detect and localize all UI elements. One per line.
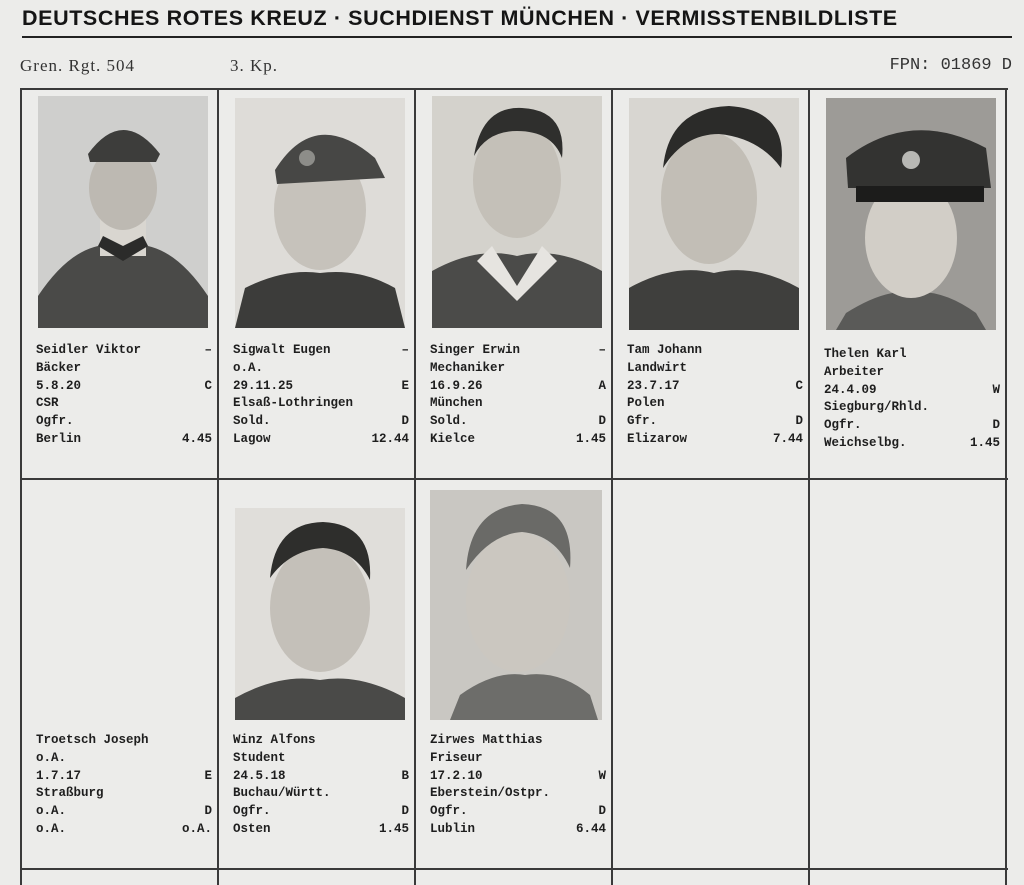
person-occupation: Bäcker <box>36 360 82 375</box>
person-photo <box>432 96 602 328</box>
last-seen-date: 1.45 <box>969 435 1000 450</box>
last-seen-date: 7.44 <box>772 431 803 446</box>
origin: München <box>430 396 483 411</box>
birth-code: W <box>992 382 1000 397</box>
regiment-label: Gren. Rgt. 504 <box>20 56 136 75</box>
birth-date: 17.2.10 <box>430 768 483 783</box>
person-card <box>22 480 218 868</box>
origin: Elsaß-Lothringen <box>233 396 354 411</box>
rank-code: D <box>401 804 409 819</box>
origin: CSR <box>36 396 59 411</box>
birth-date: 24.5.18 <box>233 768 286 783</box>
person-occupation: Mechaniker <box>430 360 506 375</box>
person-photo <box>430 490 602 720</box>
company-label: 3. Kp. <box>230 56 279 75</box>
last-seen-place: Lublin <box>430 821 476 836</box>
person-card <box>613 88 809 478</box>
last-seen-date: 6.44 <box>575 821 606 836</box>
person-occupation: Arbeiter <box>824 364 885 379</box>
rank-code: D <box>598 804 606 819</box>
rank: Ogfr. <box>36 414 74 429</box>
rank: Sold. <box>233 414 271 429</box>
person-name: Sigwalt Eugen <box>233 343 331 357</box>
person-photo <box>826 98 996 330</box>
field-post-number: FPN: 01869 D <box>889 56 1012 75</box>
last-seen-place: Osten <box>233 821 271 836</box>
person-name: Thelen Karl <box>824 347 907 361</box>
person-name: Winz Alfons <box>233 733 316 747</box>
rank-code: D <box>992 418 1000 433</box>
person-photo <box>235 508 405 720</box>
birth-date: 29.11.25 <box>233 378 294 393</box>
rank: Sold. <box>430 414 468 429</box>
person-name: Singer Erwin <box>430 343 521 357</box>
rank-code: D <box>598 414 606 429</box>
rank: Ogfr. <box>233 804 271 819</box>
last-seen-place: Elizarow <box>627 431 688 446</box>
rank: o.A. <box>36 804 67 819</box>
birth-code: E <box>204 768 212 783</box>
rank: Ogfr. <box>824 418 862 433</box>
grid-line <box>20 868 1008 870</box>
person-occupation: Friseur <box>430 750 483 765</box>
person-name: Troetsch Joseph <box>36 733 149 747</box>
last-seen-date: 4.45 <box>181 431 212 446</box>
document-title: DEUTSCHES ROTES KREUZ · SUCHDIENST MÜNCHEN · VERMISSTENBILDLISTE <box>22 6 898 30</box>
person-card <box>416 480 612 868</box>
rank-code: D <box>401 414 409 429</box>
origin: Straßburg <box>36 786 104 801</box>
person-name: Zirwes Matthias <box>430 733 543 747</box>
last-seen-date: 1.45 <box>575 431 606 446</box>
person-card <box>810 88 1006 478</box>
person-card <box>219 88 415 478</box>
birth-code: W <box>598 768 606 783</box>
birth-date: 1.7.17 <box>36 768 82 783</box>
person-photo <box>235 98 405 328</box>
origin: Siegburg/Rhld. <box>824 400 930 415</box>
last-seen-place: o.A. <box>36 821 67 836</box>
last-seen-date: 12.44 <box>371 431 409 446</box>
person-occupation: Student <box>233 750 286 765</box>
mark: – <box>598 343 606 357</box>
person-photo <box>629 98 799 330</box>
last-seen-place: Berlin <box>36 431 82 446</box>
person-card <box>22 88 218 478</box>
last-seen-date: o.A. <box>181 821 212 836</box>
person-name: Seidler Viktor <box>36 343 142 357</box>
origin: Polen <box>627 396 665 411</box>
last-seen-place: Weichselbg. <box>824 435 907 450</box>
mark: – <box>401 343 409 357</box>
last-seen-place: Kielce <box>430 431 476 446</box>
birth-date: 16.9.26 <box>430 378 483 393</box>
person-name: Tam Johann <box>627 343 703 357</box>
mark: – <box>204 343 212 357</box>
rank-code: D <box>204 804 212 819</box>
person-card <box>219 480 415 868</box>
birth-code: C <box>204 378 212 393</box>
title-rule <box>22 36 1012 38</box>
rank: Ogfr. <box>430 804 468 819</box>
origin: Eberstein/Ostpr. <box>430 786 551 801</box>
person-photo <box>38 96 208 328</box>
birth-date: 5.8.20 <box>36 378 82 393</box>
rank-code: D <box>795 414 803 429</box>
person-card <box>416 88 612 478</box>
birth-code: C <box>795 378 803 393</box>
person-occupation: Landwirt <box>627 360 688 375</box>
person-occupation: o.A. <box>36 750 67 765</box>
birth-code: E <box>401 378 409 393</box>
last-seen-place: Lagow <box>233 431 271 446</box>
birth-code: B <box>401 768 409 783</box>
birth-date: 24.4.09 <box>824 382 877 397</box>
person-grid <box>20 88 1008 885</box>
birth-code: A <box>598 378 606 393</box>
rank: Gfr. <box>627 414 658 429</box>
origin: Buchau/Württ. <box>233 786 331 801</box>
person-occupation: o.A. <box>233 360 264 375</box>
birth-date: 23.7.17 <box>627 378 680 393</box>
last-seen-date: 1.45 <box>378 821 409 836</box>
